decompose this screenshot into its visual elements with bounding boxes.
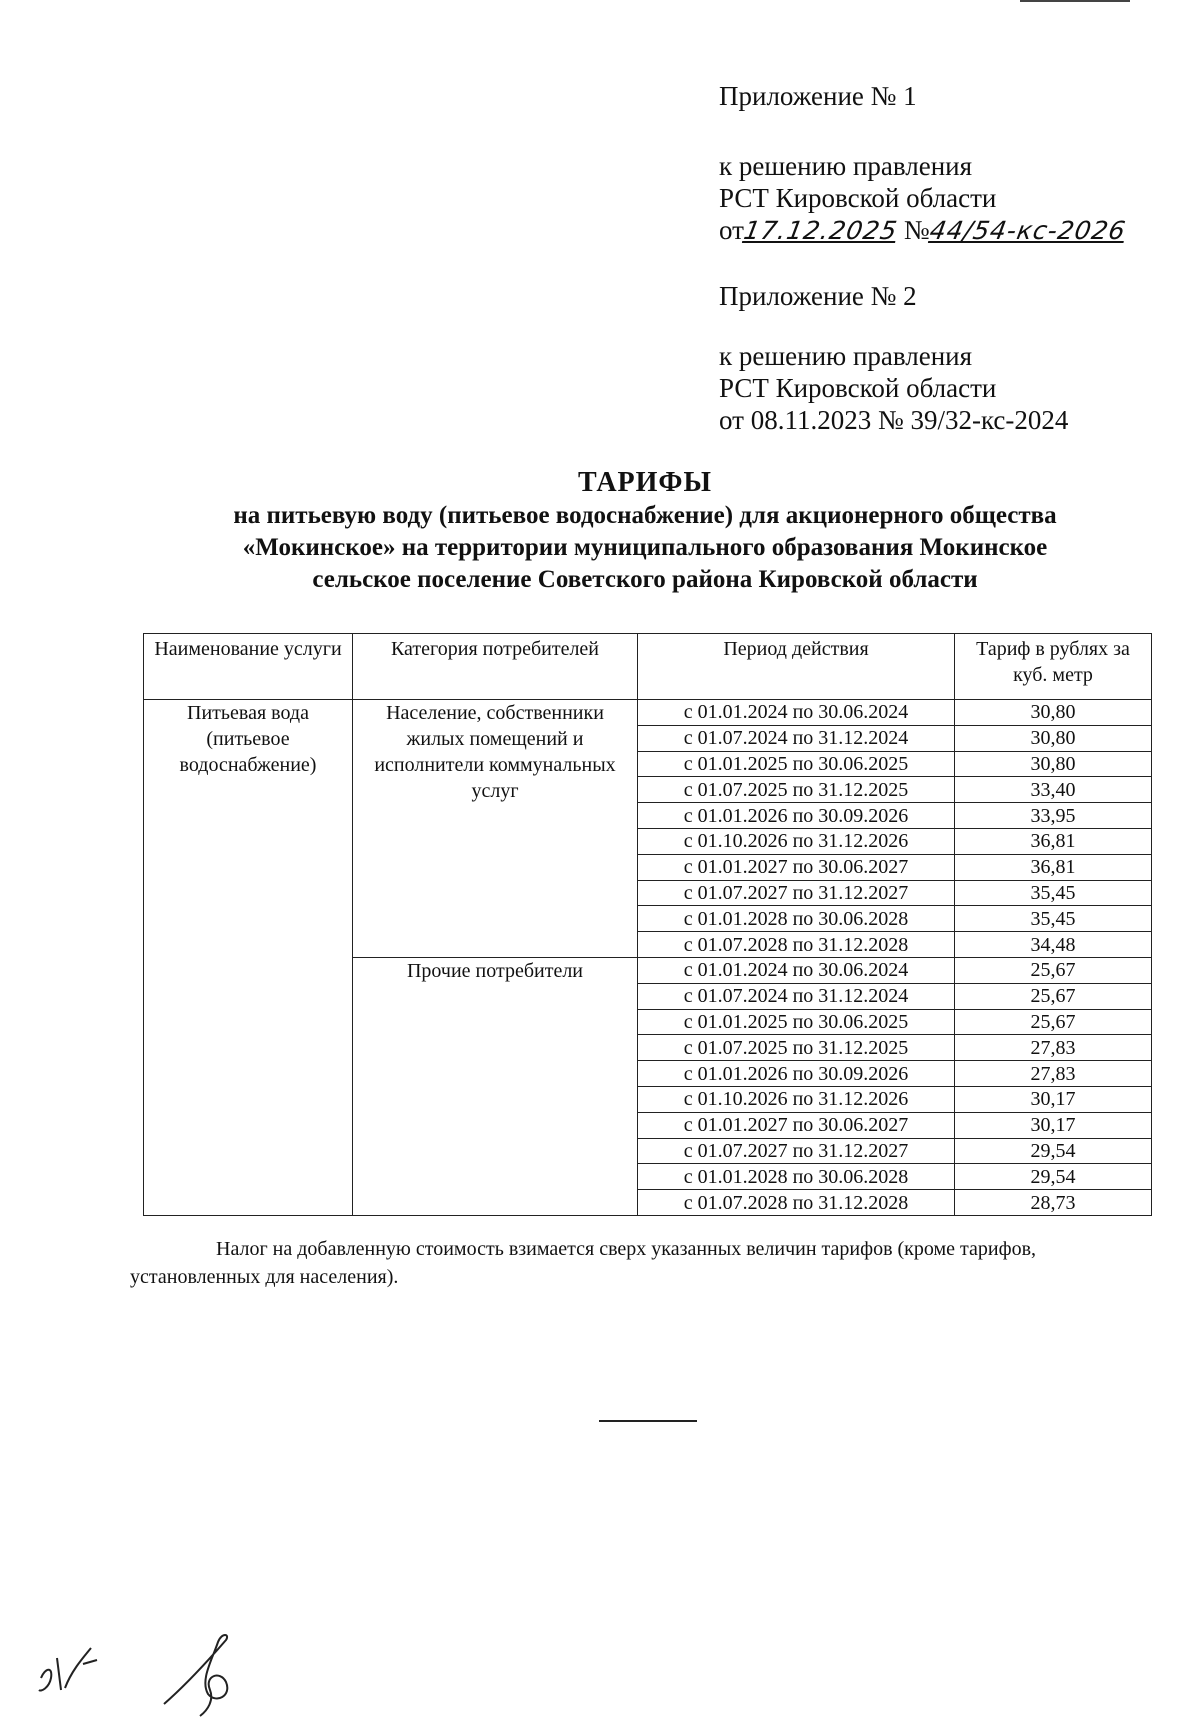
tariff-value-cell: 30,80 [955,700,1152,726]
period-cell: с 01.01.2024 по 30.06.2024 [638,957,955,983]
heading-main: ТАРИФЫ [578,467,712,498]
tariff-value-cell: 36,81 [955,854,1152,880]
handwritten-date: 17.12.2025 [741,216,900,245]
tariff-value-cell: 25,67 [955,1009,1152,1035]
appendix-2-details [719,340,1068,436]
period-cell: с 01.01.2028 по 30.06.2028 [638,1164,955,1190]
tariff-value-cell: 30,80 [955,725,1152,751]
heading-line-1: на питьевую воду (питьевое водоснабжение) для акционерного общества [233,502,1057,529]
category-cell: Прочие потребители [353,957,638,1215]
period-cell: с 01.07.2028 по 31.12.2028 [638,932,955,958]
number-prefix: № [903,215,930,245]
header-category: Категория потребителей [353,634,638,700]
tariff-value-cell: 25,67 [955,957,1152,983]
category-cell: Население, собственники жилых помещений и исполнители коммунальных услуг [353,700,638,958]
tariff-value-cell: 30,17 [955,1086,1152,1112]
top-edge-rule [1020,0,1130,2]
period-cell: с 01.01.2027 по 30.06.2027 [638,1112,955,1138]
appendix-1-block [719,80,917,112]
header-tariff: Тариф в рублях за куб. метр [955,634,1152,700]
table-body [144,700,1152,1216]
appendix-1-title: Приложение № 1 [719,81,917,111]
vat-note: Налог на добавленную стоимость взимается сверх указанных величин тарифов (кроме тарифов, установленных для населения). [130,1238,1037,1288]
date-prefix: от [719,215,744,245]
period-cell: с 01.10.2026 по 31.12.2026 [638,1086,955,1112]
tariff-value-cell: 27,83 [955,1035,1152,1061]
period-cell: с 01.01.2025 по 30.06.2025 [638,1009,955,1035]
period-cell: с 01.07.2027 по 31.12.2027 [638,1138,955,1164]
tariff-table [143,633,1152,1216]
closing-rule [599,1420,697,1422]
initials-signature [35,1620,105,1715]
period-cell: с 01.07.2027 по 31.12.2027 [638,880,955,906]
tariff-value-cell: 36,81 [955,828,1152,854]
appendix-2-line-1: к решению правления [719,341,973,371]
tariff-value-cell: 30,80 [955,751,1152,777]
document-heading [130,466,1160,596]
handwritten-number: 44/54-кс-2026 [927,216,1128,245]
heading-line-3: сельское поселение Советского района Кировской области [312,566,978,593]
period-cell: с 01.01.2027 по 30.06.2027 [638,854,955,880]
tariff-value-cell: 33,40 [955,777,1152,803]
service-cell: Питьевая вода (питьевое водоснабжение) [144,700,353,1216]
period-cell: с 01.01.2025 по 30.06.2025 [638,751,955,777]
period-cell: с 01.07.2025 по 31.12.2025 [638,1035,955,1061]
period-cell: с 01.07.2024 по 31.12.2024 [638,983,955,1009]
tariff-value-cell: 30,17 [955,1112,1152,1138]
appendix-2-line-3: от 08.11.2023 № 39/32-кс-2024 [719,405,1069,435]
appendix-1-details [719,150,1128,247]
header-service: Наименование услуги [144,634,353,700]
heading-line-2: «Мокинское» на территории муниципального образования Мокинское [242,534,1048,561]
period-cell: с 01.01.2026 по 30.09.2026 [638,803,955,829]
tariff-value-cell: 28,73 [955,1190,1152,1216]
period-cell: с 01.01.2024 по 30.06.2024 [638,700,955,726]
tariff-value-cell: 35,45 [955,880,1152,906]
appendix-2-line-2: РСТ Кировской области [719,373,997,403]
tariff-value-cell: 29,54 [955,1164,1152,1190]
handwritten-signature [160,1620,250,1720]
tariff-value-cell: 27,83 [955,1061,1152,1087]
appendix-2-title: Приложение № 2 [719,281,917,311]
tariff-value-cell: 33,95 [955,803,1152,829]
period-cell: с 01.07.2025 по 31.12.2025 [638,777,955,803]
header-period: Период действия [638,634,955,700]
period-cell: с 01.01.2026 по 30.09.2026 [638,1061,955,1087]
appendix-1-line-1: к решению правления [719,151,973,181]
table-row [144,700,1152,726]
period-cell: с 01.07.2024 по 31.12.2024 [638,725,955,751]
period-cell: с 01.07.2028 по 31.12.2028 [638,1190,955,1216]
tariff-value-cell: 34,48 [955,932,1152,958]
appendix-1-decision-line [719,214,1128,247]
tariff-value-cell: 35,45 [955,906,1152,932]
tariff-value-cell: 25,67 [955,983,1152,1009]
period-cell: с 01.01.2028 по 30.06.2028 [638,906,955,932]
appendix-1-line-2: РСТ Кировской области [719,183,997,213]
appendix-2-block [719,280,917,312]
tariff-value-cell: 29,54 [955,1138,1152,1164]
period-cell: с 01.10.2026 по 31.12.2026 [638,828,955,854]
table-header-row [144,634,1152,700]
